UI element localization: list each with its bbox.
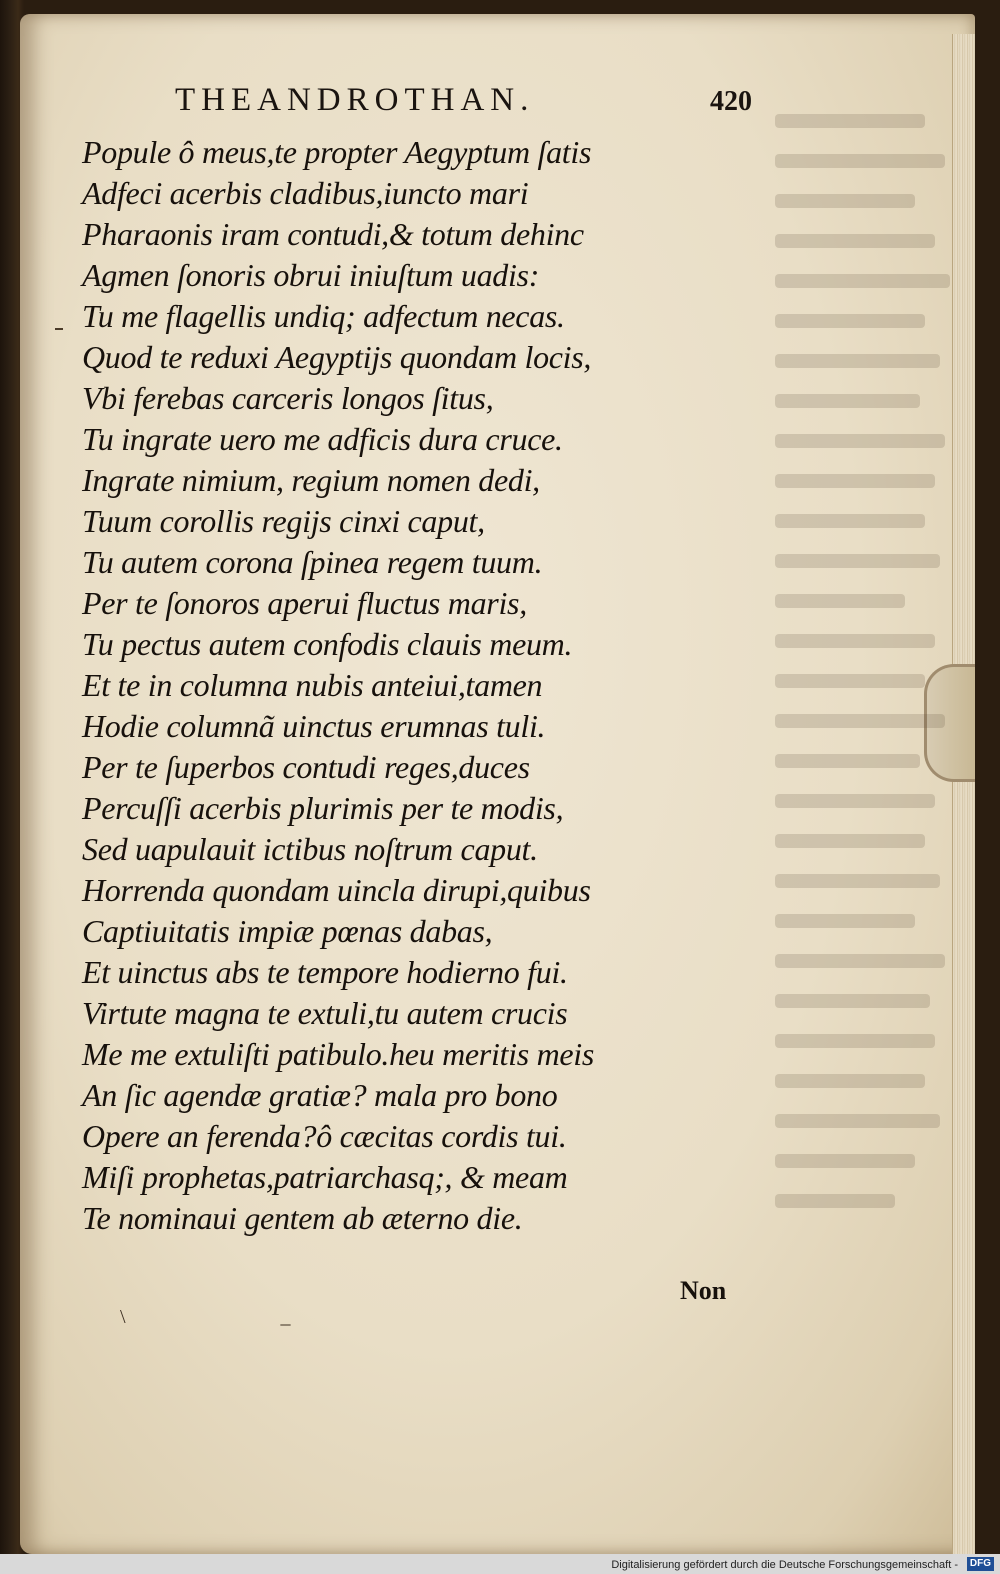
verse-line: Horrenda quondam uincla dirupi,quibus [82,872,591,908]
verse-line: Hodie columnã uinctus erumnas tuli. [82,708,546,744]
verse-line: Et te in columna nubis anteiui,tamen [82,667,543,703]
margin-mark [55,328,63,330]
verse-line: Et uinctus abs te tempore hodierno fui. [82,954,568,990]
footer-bar [0,1554,1000,1574]
verse-line: Virtute magna te extuli,tu autem crucis [82,995,568,1031]
catchword: Non [680,1276,727,1305]
dfg-logo: DFG [967,1557,994,1571]
verse-line: Me me extuliſti patibulo.heu meritis meis [82,1036,595,1072]
verse-line: Quod te reduxi Aegyptijs quondam locis, [82,339,592,375]
verse-line: Adfeci acerbis cladibus,iuncto mari [82,175,529,211]
page-number: 420 [710,86,752,117]
verse-line: Tu autem corona ſpinea regem tuum. [82,544,543,580]
verse-line: Opere an ferenda?ô cæcitas cordis tui. [82,1118,567,1154]
verse-line: Tuum corollis regijs cinxi caput, [82,503,485,539]
verse-line: Percuſſi acerbis plurimis per te modis, [82,790,564,826]
show-through-text [755,104,965,1284]
verse-line: Miſi prophetas,patriarchasq;, & meam [82,1159,568,1195]
verse-line: An ſic agendæ gratiæ? mala pro bono [82,1077,558,1113]
verse-line: Captiuitatis impiæ pœnas dabas, [82,913,493,949]
verse-line: Per te ſonoros aperui fluctus maris, [82,585,527,621]
verse-line: Ingrate nimium, regium nomen dedi, [82,462,540,498]
verse-line: Tu me flagellis undiq; adfectum necas. [82,298,565,334]
verse-line: Per te ſuperbos contudi reges,duces [82,749,530,785]
verse-line: Te nominaui gentem ab æterno die. [82,1200,523,1236]
verse-line: Tu pectus autem confodis clauis meum. [82,626,573,662]
verse-line: Popule ô meus,te propter Aegyptum ſatis [82,134,592,170]
verse-line: Sed uapulauit ictibus noſtrum caput. [82,831,538,867]
book-page [20,14,975,1554]
verse-line: Pharaonis iram contudi,& totum dehinc [82,216,584,252]
funding-credit: Digitalisierung gefördert durch die Deutsche Forschungsgemeinschaft - [611,1559,958,1571]
verse-line: Tu ingrate uero me adficis dura cruce. [82,421,563,457]
running-head: THEANDROTHAN. [175,82,535,118]
verse-line: Vbi ferebas carceris longos ſitus, [82,380,494,416]
stray-marks: \ _ [120,1306,291,1328]
verse-line: Agmen ſonoris obrui iniuſtum uadis: [82,257,540,293]
